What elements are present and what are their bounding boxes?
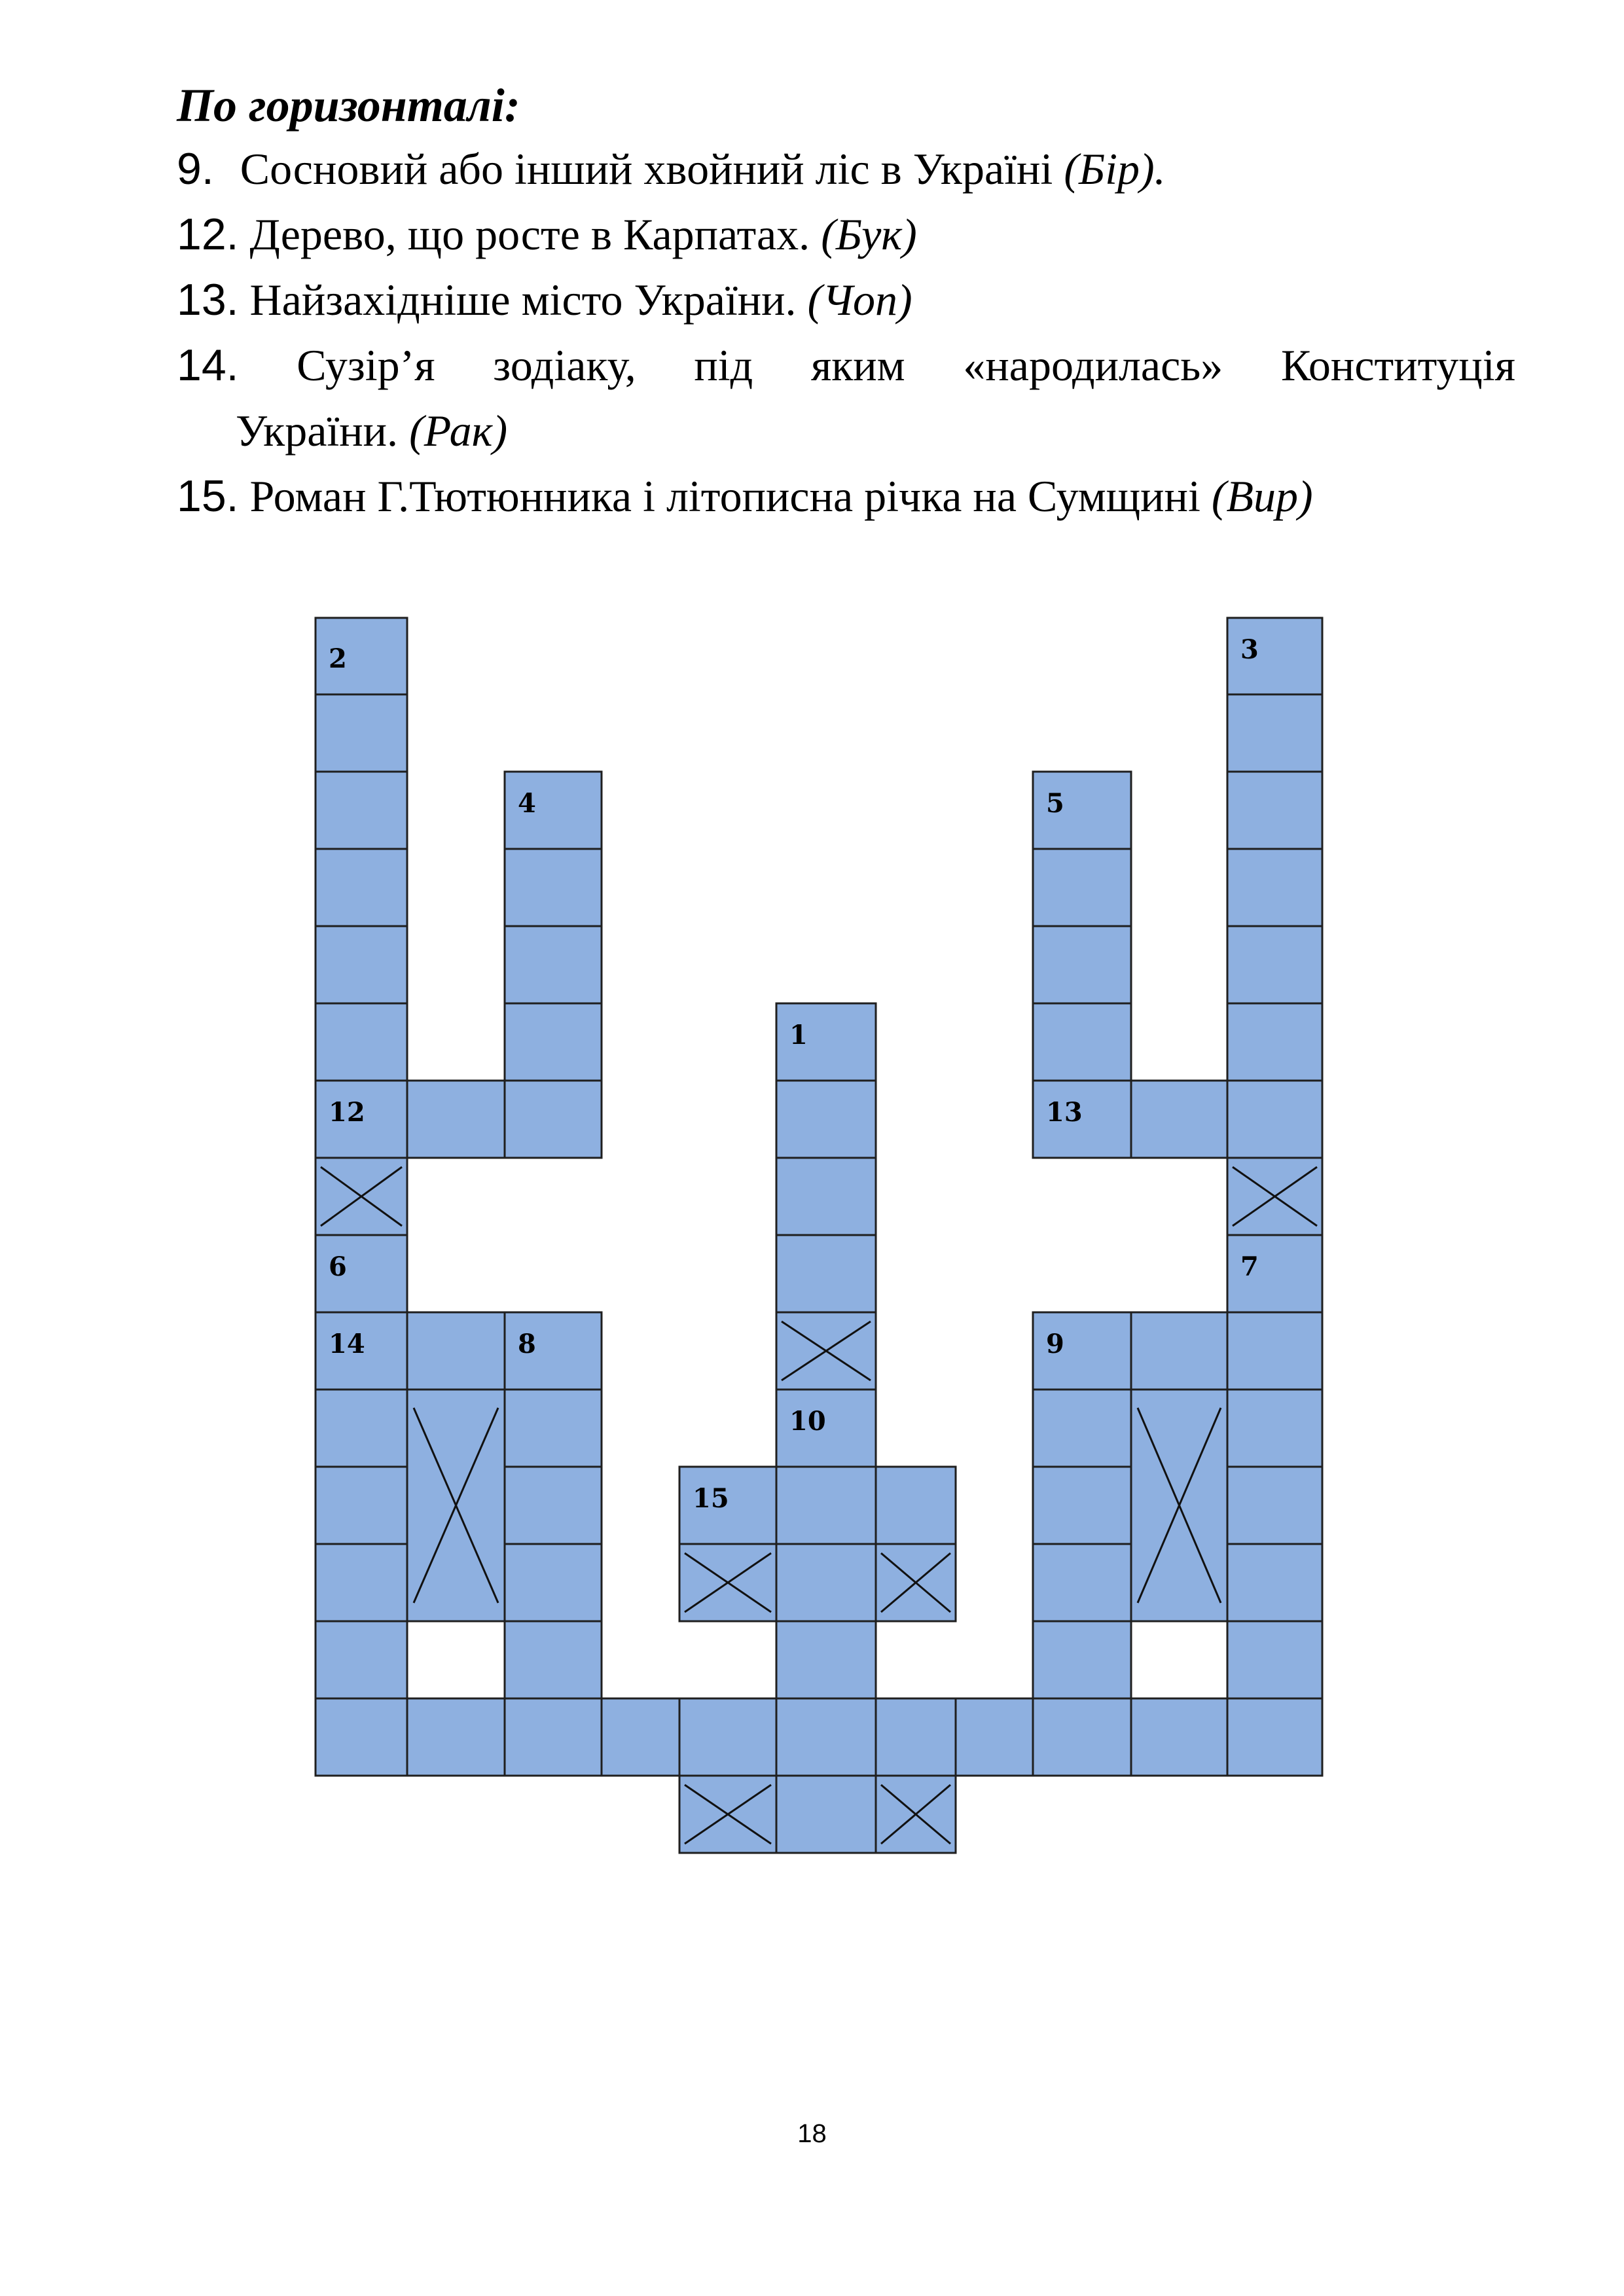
grid-cell [1227,1544,1322,1621]
grid-number-label: 15 [693,1483,729,1514]
grid-cell [1131,1698,1227,1776]
clue-answer: (Бук) [821,209,917,259]
page-number: 18 [797,2119,827,2148]
grid-cell [505,1081,602,1158]
grid-cell [316,849,407,926]
grid-cell [956,1698,1033,1776]
grid-cell [602,1698,679,1776]
grid-cell [407,1312,505,1390]
grid-cell [505,1698,602,1776]
grid-cell [1227,1312,1322,1390]
grid-cell [776,1621,876,1698]
grid-cell [505,1544,602,1621]
grid-cell [407,1081,505,1158]
grid-cell [1033,1003,1131,1081]
grid-cell [316,1467,407,1544]
grid-cell [505,1003,602,1081]
grid-number-label: 8 [518,1329,536,1359]
grid-cell [876,1698,956,1776]
grid-cell [1131,1312,1227,1390]
grid-cell [776,1776,876,1853]
grid-number-label: 14 [329,1329,365,1359]
grid-cell [1227,772,1322,849]
grid-cell [876,1467,956,1544]
grid-number-label: 12 [329,1097,365,1128]
grid-cell [316,1621,407,1698]
grid-number-label: 5 [1046,788,1064,819]
grid-cell [505,926,602,1003]
clue-answer: (Рак) [409,406,508,456]
grid-cell [679,1698,776,1776]
grid-cell [1033,1390,1131,1467]
grid-cell [776,1698,876,1776]
grid-cell [505,1621,602,1698]
grid-number-label: 2 [329,643,347,674]
grid-cell [1227,1081,1322,1158]
grid-cell [776,1235,876,1312]
grid-number-label: 10 [789,1406,826,1437]
clue-number: 14. [177,340,239,390]
grid-cell [776,1081,876,1158]
clue-number: 12. [177,209,239,259]
grid-cell [505,1467,602,1544]
grid-cell [776,1158,876,1235]
grid-cell [1227,1003,1322,1081]
grid-cell [505,1390,602,1467]
grid-cell [1131,1081,1227,1158]
grid-cell [1227,1390,1322,1467]
grid-cells [316,618,1322,1853]
grid-cell [316,1544,407,1621]
grid-cell [776,1544,876,1621]
grid-cell [1033,1544,1131,1621]
grid-number-label: 4 [518,788,536,819]
clue-number: 13. [177,275,239,325]
grid-number-label: 6 [329,1251,347,1282]
grid-cell [407,1698,505,1776]
section-heading: По горизонталі: [177,79,520,132]
clue-answer: (Бір). [1064,144,1166,194]
clue-answer: (Чоп) [807,275,912,325]
clue-number: 9. [177,144,214,194]
clue-text: Сузір’я зодіаку, під яким «народилась» Конституція [297,340,1515,390]
clue-answer: (Вир) [1211,471,1313,521]
grid-cell [1227,1698,1322,1776]
grid-cell [1227,1467,1322,1544]
clue-text: Роман Г.Тютюнника і літописна річка на Сумщині [249,471,1212,521]
grid-cell [776,1467,876,1544]
grid-number-label: 9 [1046,1329,1064,1359]
grid-cell [1033,1698,1131,1776]
grid-cell [316,1003,407,1081]
grid-cell [1033,849,1131,926]
grid-cell [316,926,407,1003]
grid-cell [1033,1621,1131,1698]
clue-text: Найзахідніше місто України. [249,275,808,325]
grid-cell [316,1698,407,1776]
grid-cell [1227,849,1322,926]
grid-cell [1227,926,1322,1003]
clue-text-continued: України. [236,406,410,456]
grid-number-label: 3 [1240,634,1259,665]
grid-cell [1033,1467,1131,1544]
grid-number-label: 1 [789,1020,808,1050]
grid-number-label: 13 [1046,1097,1083,1128]
clue-text: Дерево, що росте в Карпатах. [249,209,821,259]
grid-cell [316,772,407,849]
clue-number: 15. [177,471,239,521]
grid-number-label: 7 [1240,1251,1259,1282]
grid-cell [1033,926,1131,1003]
grid-cell [316,1390,407,1467]
clue-text: Сосновий або інший хвойний ліс в Україні [240,144,1064,194]
grid-cell [316,694,407,772]
grid-cell [1227,1621,1322,1698]
grid-cell [505,849,602,926]
grid-cell [1227,694,1322,772]
